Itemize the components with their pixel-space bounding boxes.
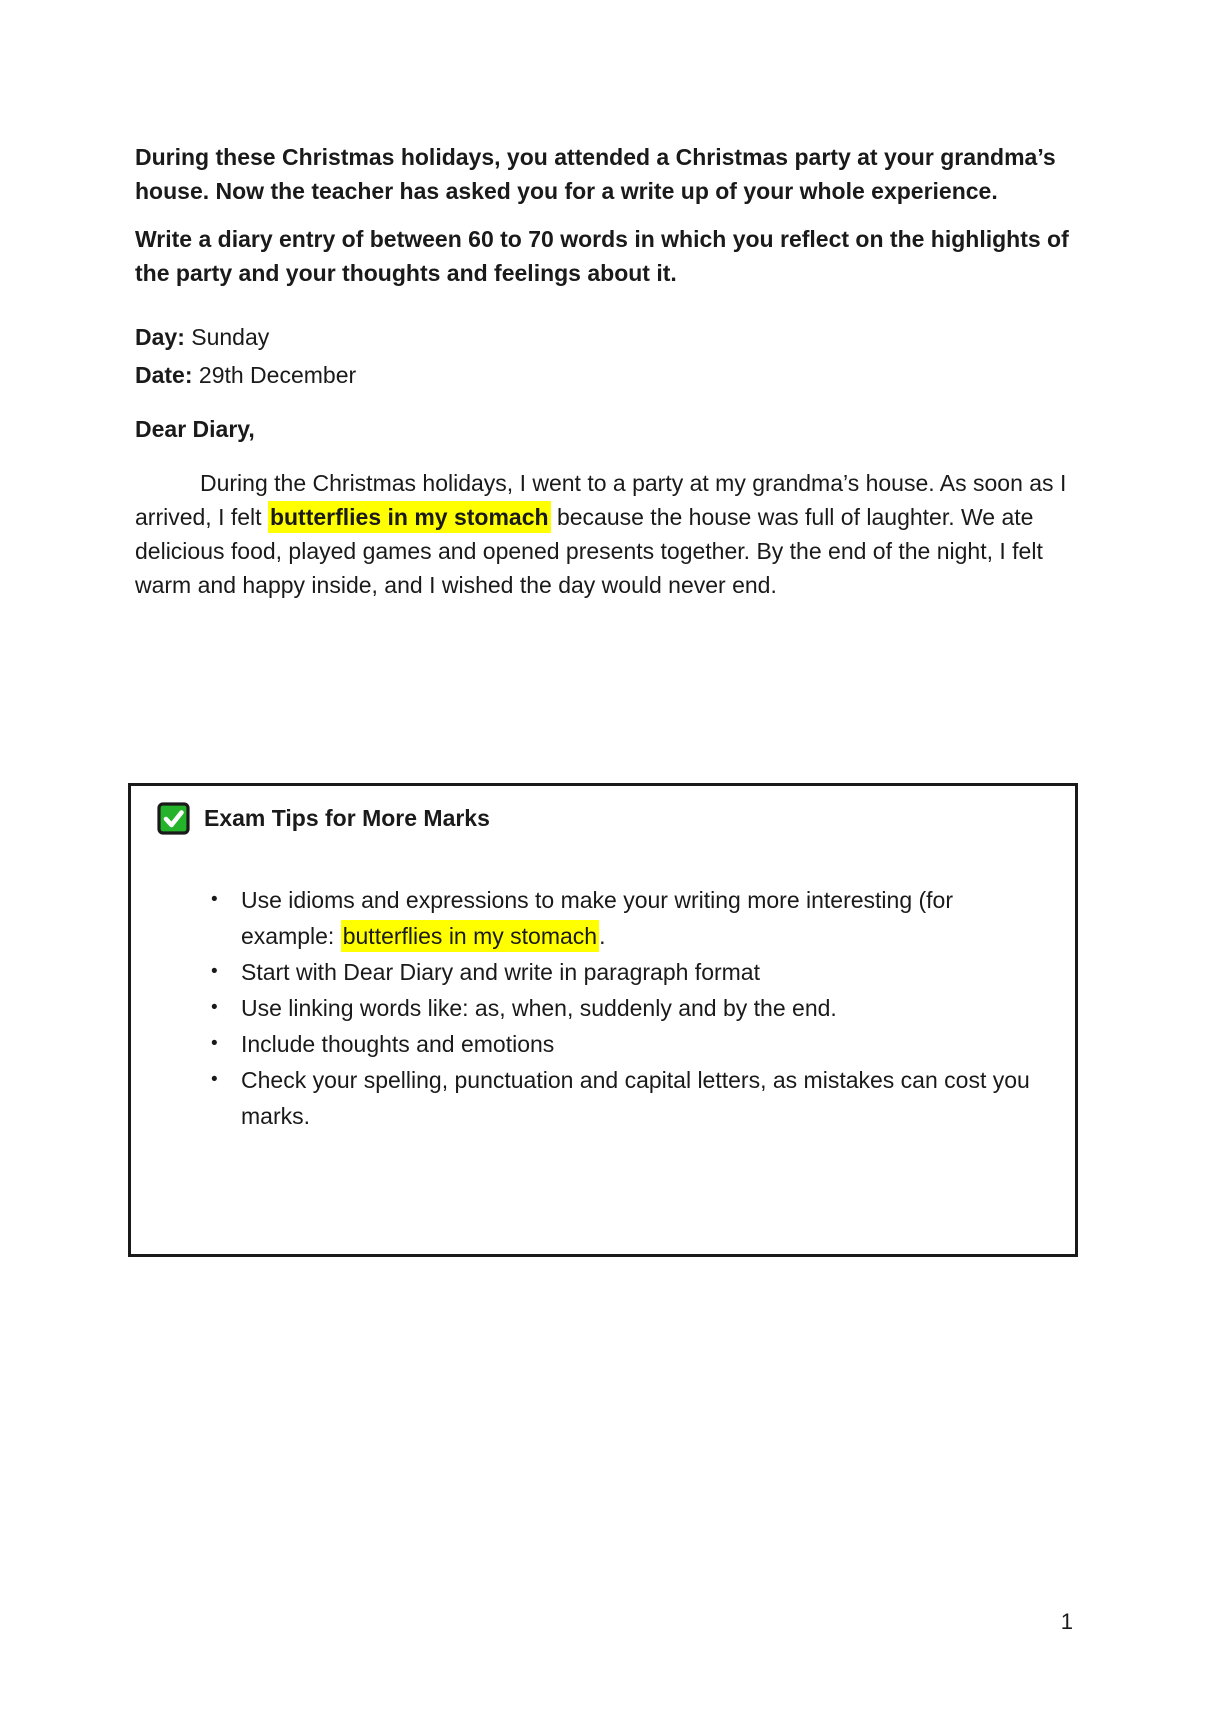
tip-text: Use linking words like: as, when, suddenly and by the end. (241, 995, 837, 1021)
diary-entry-paragraph (135, 466, 1090, 602)
bullet-icon: • (211, 997, 218, 1018)
list-item (205, 954, 1049, 990)
spacer (135, 1257, 1090, 1607)
tip-text: Start with Dear Diary and write in paragraph format (241, 959, 760, 985)
tip1-part2: . (599, 923, 606, 949)
spacer (135, 602, 1090, 783)
task-description-paragraph (135, 140, 1090, 208)
list-item (205, 1026, 1049, 1062)
task-instruction-paragraph (135, 222, 1090, 290)
task-description-text: During these Christmas holidays, you attended a Christmas party at your grandma’s house. Now the teacher has asked you for a write up of your whole experience. (135, 144, 1056, 204)
day-date-block (135, 318, 1090, 394)
exam-tips-title: Exam Tips for More Marks (204, 805, 490, 831)
day-label: Day: (135, 324, 185, 350)
tip1-part1: Use idioms and expressions to make your writing more interesting (for example: (241, 887, 954, 949)
green-checkbox-icon (157, 802, 190, 835)
bullet-icon: • (211, 1033, 218, 1054)
exam-tips-box (128, 783, 1078, 1257)
tip1-highlighted-idiom: butterflies in my stomach (341, 920, 599, 952)
tip-text: Include thoughts and emotions (241, 1031, 555, 1057)
exam-tips-bullet-list (157, 882, 1049, 1134)
diary-entry-part1: During the Christmas holidays, I went to a party at my grandma’s house. As soon as I arrived, I felt (135, 470, 1067, 530)
tip-text (241, 882, 1041, 954)
page-number: 1 (1060, 1609, 1073, 1634)
diary-entry-highlighted-idiom: butterflies in my stomach (268, 501, 551, 533)
list-item (205, 1062, 1049, 1134)
date-line (135, 356, 1090, 394)
list-item (205, 882, 1049, 954)
bullet-icon: • (211, 961, 218, 982)
date-label: Date: (135, 362, 193, 388)
tip-text: Check your spelling, punctuation and capital letters, as mistakes can cost you marks. (241, 1067, 1030, 1129)
task-instruction-text: Write a diary entry of between 60 to 70 words in which you reflect on the highlights of the party and your thoughts and feelings about it. (135, 226, 1069, 286)
day-line (135, 318, 1090, 356)
bullet-icon: • (211, 889, 218, 910)
exam-tips-title-row (157, 800, 1049, 836)
bullet-icon: • (211, 1069, 218, 1090)
date-value: 29th December (192, 362, 357, 388)
diary-entry-part2: because the house was full of laughter. We ate delicious food, played games and opened presents together. By the end of the night, I felt warm and happy inside, and I wished the day would never end. (135, 504, 1043, 598)
diary-salutation: Dear Diary, (135, 416, 255, 442)
day-value: Sunday (184, 324, 270, 350)
list-item (205, 990, 1049, 1026)
